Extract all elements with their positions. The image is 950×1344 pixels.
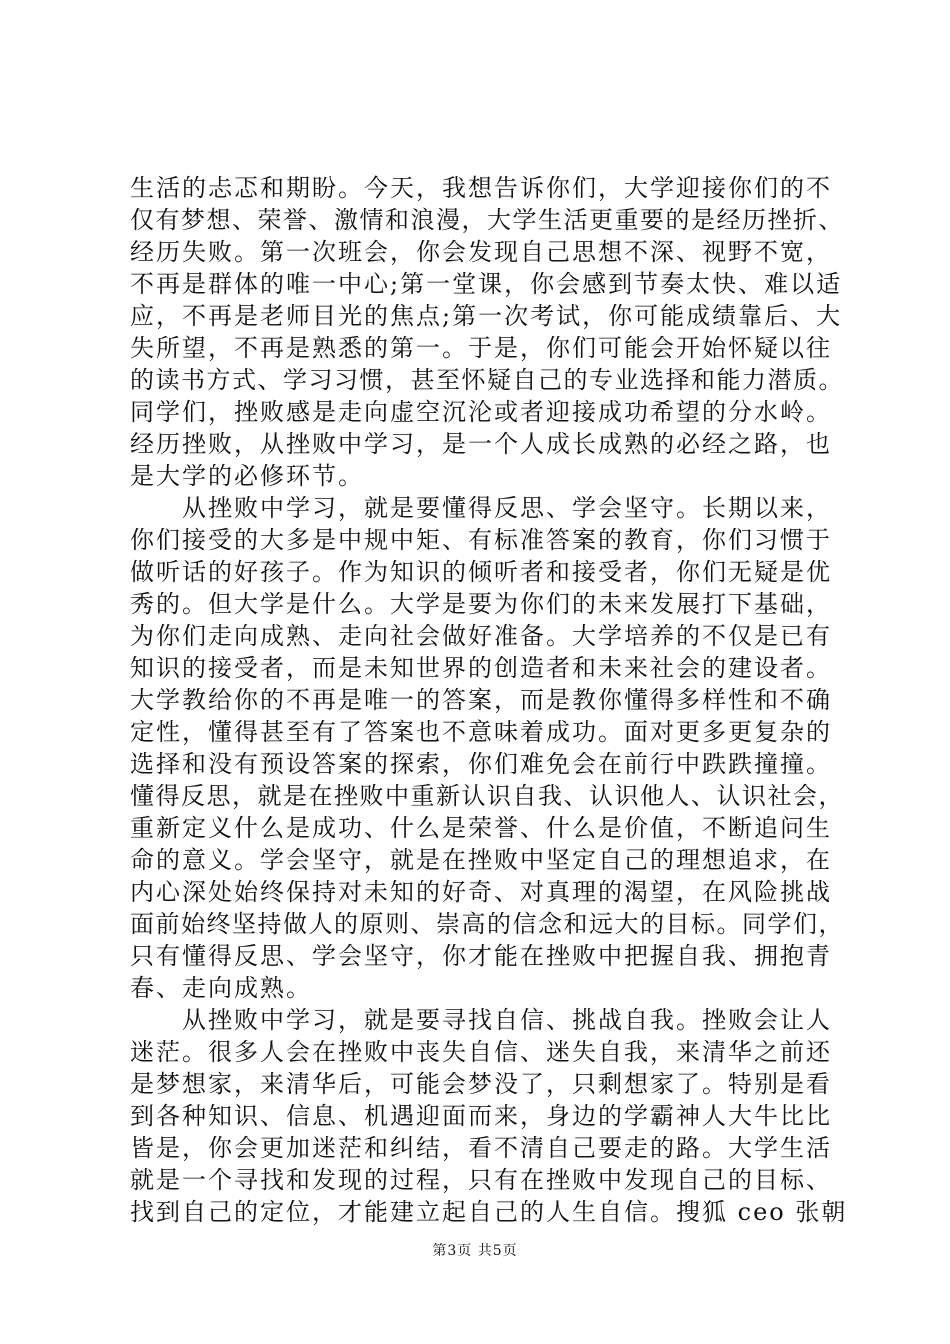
text-line: 定性，懂得甚至有了答案也不意味着成功。面对更多更复杂的 bbox=[130, 718, 832, 746]
text-line: 迷茫。很多人会在挫败中丧失自信、迷失自我，来清华之前还 bbox=[130, 1038, 832, 1066]
text-line: 经历失败。第一次班会，你会发现自己思想不深、视野不宽， bbox=[130, 238, 832, 266]
text-line: 重新定义什么是成功、什么是荣誉、什么是价值，不断追问生 bbox=[130, 814, 832, 842]
text-line: 知识的接受者，而是未知世界的创造者和未来社会的建设者。 bbox=[130, 654, 832, 682]
text-line: 春、走向成熟。 bbox=[130, 974, 312, 1002]
text-line: 秀的。但大学是什么。大学是要为你们的未来发展打下基础， bbox=[130, 590, 832, 618]
text-line: 仅有梦想、荣誉、激情和浪漫，大学生活更重要的是经历挫折、 bbox=[130, 206, 844, 234]
text-line: 选择和没有预设答案的探索，你们难免会在前行中跌跌撞撞。 bbox=[130, 750, 832, 778]
text-line: 从挫败中学习，就是要懂得反思、学会坚守。长期以来， bbox=[130, 494, 832, 522]
text-line: 是大学的必修环节。 bbox=[130, 462, 364, 490]
text-line: 生活的忐忑和期盼。今天，我想告诉你们，大学迎接你们的不 bbox=[130, 174, 832, 202]
text-line: 皆是，你会更加迷茫和纠结，看不清自己要走的路。大学生活 bbox=[130, 1134, 832, 1162]
text-line: 大学教给你的不再是唯一的答案，而是教你懂得多样性和不确 bbox=[130, 686, 832, 714]
text-line: 是梦想家，来清华后，可能会梦没了，只剩想家了。特别是看 bbox=[130, 1070, 832, 1098]
text-line: 内心深处始终保持对未知的好奇、对真理的渴望，在风险挑战 bbox=[130, 878, 832, 906]
text-line: 懂得反思，就是在挫败中重新认识自我、认识他人、认识社会， bbox=[130, 782, 844, 810]
text-line: 只有懂得反思、学会坚守，你才能在挫败中把握自我、拥抱青 bbox=[130, 942, 832, 970]
text-line: 为你们走向成熟、走向社会做好准备。大学培养的不仅是已有 bbox=[130, 622, 832, 650]
body-text bbox=[130, 172, 850, 1228]
text-line: 就是一个寻找和发现的过程，只有在挫败中发现自己的目标、 bbox=[130, 1166, 832, 1194]
page-footer: 第3页 共5页 bbox=[432, 1243, 518, 1259]
text-line: 应，不再是老师目光的焦点;第一次考试，你可能成绩靠后、大 bbox=[130, 302, 843, 330]
text-line: 经历挫败，从挫败中学习，是一个人成长成熟的必经之路，也 bbox=[130, 430, 832, 458]
text-line: 到各种知识、信息、机遇迎面而来，身边的学霸神人大牛比比 bbox=[130, 1102, 832, 1130]
text-line: 同学们，挫败感是走向虚空沉沦或者迎接成功希望的分水岭。 bbox=[130, 398, 832, 426]
text-line: 命的意义。学会坚守，就是在挫败中坚定自己的理想追求，在 bbox=[130, 846, 832, 874]
text-line: 从挫败中学习，就是要寻找自信、挑战自我。挫败会让人 bbox=[130, 1006, 832, 1034]
text-line: 找到自己的定位，才能建立起自己的人生自信。搜狐 ceo 张朝 bbox=[130, 1198, 848, 1226]
text-line: 的读书方式、学习习惯，甚至怀疑自己的专业选择和能力潜质。 bbox=[130, 366, 844, 394]
text-line: 做听话的好孩子。作为知识的倾听者和接受者，你们无疑是优 bbox=[130, 558, 832, 586]
text-line: 面前始终坚持做人的原则、崇高的信念和远大的目标。同学们， bbox=[130, 910, 844, 938]
text-line: 你们接受的大多是中规中矩、有标准答案的教育，你们习惯于 bbox=[130, 526, 832, 554]
text-line: 不再是群体的唯一中心;第一堂课，你会感到节奏太快、难以适 bbox=[130, 270, 843, 298]
text-line: 失所望，不再是熟悉的第一。于是，你们可能会开始怀疑以往 bbox=[130, 334, 832, 362]
